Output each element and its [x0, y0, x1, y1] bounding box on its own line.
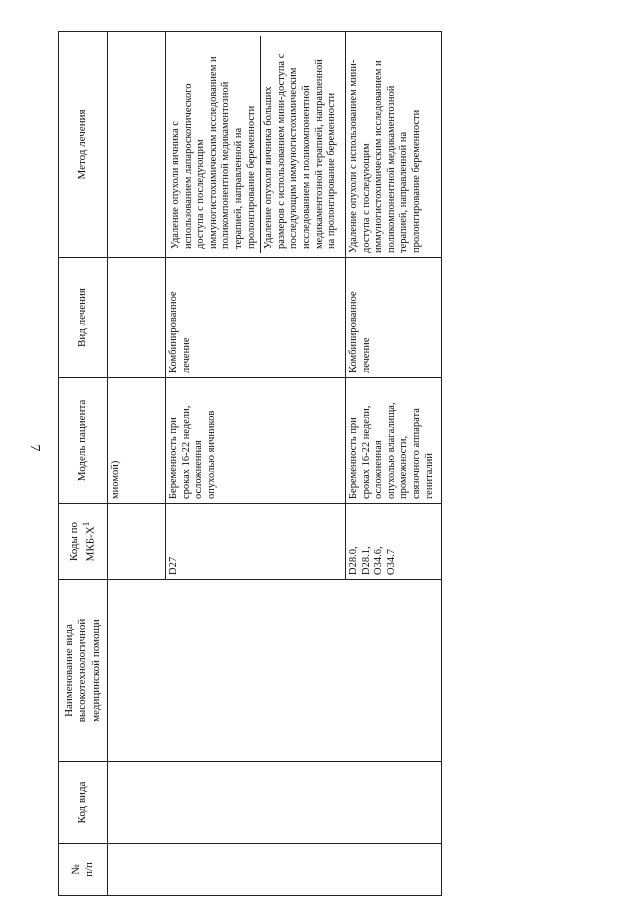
treatment-method-item: Удаление опухоли яичника больших размеров с использованием мини-доступа с последующим иммуногистохимическим исследованием и поликомпонентной медикаментозной терапией, направленной на пролонгирование беременности: [263, 53, 338, 249]
cell-icd-codes: D27: [166, 504, 346, 580]
cell-treatment-method: Удаление опухоли с использованием мини- доступа с последующим иммуногистохимическим исследованием и поликомпонентной медикаментозной терапией, направленной на пролонгирование беременности: [346, 32, 442, 258]
cell-care-name: [108, 580, 442, 762]
header-patient-model: Модель пациента: [59, 378, 108, 504]
cell-number: [108, 844, 442, 896]
treatment-table: [58, 31, 442, 896]
header-type-code: Код вида: [59, 762, 108, 844]
cell-treatment-method: [108, 32, 166, 258]
cell-icd-codes: D28.0, D28.1, O34.6, O34.7: [346, 504, 442, 580]
footnote-marker: 1: [81, 521, 92, 527]
cell-treatment-type: Комбинированное лечение: [346, 258, 442, 378]
header-care-name: Наименование вида высокотехнологичной медицинской помощи: [59, 580, 108, 762]
table-row: [108, 32, 166, 896]
cell-type-code: [108, 762, 442, 844]
page-number: 7: [27, 444, 42, 452]
treatment-method-item: Удаление опухоли яичника с использованием лапароскопического доступа с последующим иммуногистохимическим исследованием и поликомпонентной медикаментозной терапией, направленной на пролонгирование беременности: [168, 36, 261, 253]
cell-icd-codes: [108, 504, 166, 580]
cell-treatment-methods: [166, 32, 346, 258]
header-treatment-type: Вид лечения: [59, 258, 108, 378]
cell-treatment-type: [108, 258, 166, 378]
header-icd-codes: Коды по МКБ-$Х^1$: [59, 504, 108, 580]
cell-treatment-type: Комбинированное лечение: [166, 258, 346, 378]
header-number: № п/п: [59, 844, 108, 896]
cell-patient-model: миомой): [108, 378, 166, 504]
table-header-row: [59, 32, 108, 896]
rotated-page-content: [58, 32, 466, 896]
header-treatment-method: Метод лечения: [59, 32, 108, 258]
cell-patient-model: Беременность при сроках 16-22 недели, осложненная опухолью влагалища, промежности, связочного аппарата гениталий: [346, 378, 442, 504]
cell-patient-model: Беременность при сроках 16-22 недели, осложненная опухолью яичников: [166, 378, 346, 504]
